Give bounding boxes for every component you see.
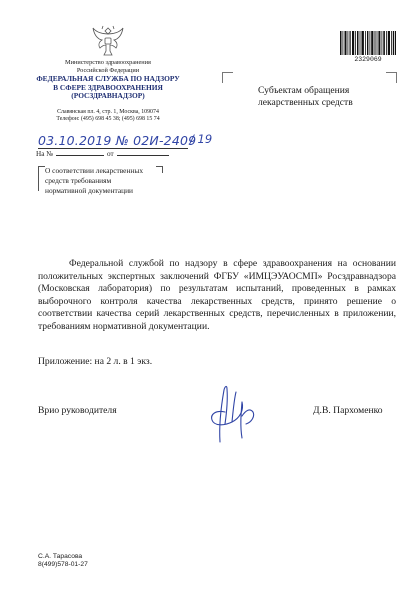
ministry-name [20,59,196,74]
reference-date-label: от [107,150,114,158]
agency-address [20,109,196,124]
executor-info [38,553,88,570]
recipient [258,85,398,110]
letter-subject [45,166,175,195]
reference-number-row [36,149,169,159]
subject-corner-mark [38,166,45,191]
coat-of-arms-icon [90,24,126,58]
signatory-title: Врио руководителя [38,405,117,416]
reference-number-blank [56,149,104,156]
handwritten-registration: 03.10.2019 № 02И-2409 [38,133,197,148]
subject-line: нормативной документации [45,185,133,195]
ministry-line: Министерство здравоохранения [65,59,151,66]
ministry-line: Российской Федерации [76,66,140,74]
executor-phone: 8(499)578-01-27 [38,561,88,569]
address-line: Славянская пл. 4, стр. 1, Москва, 109074 [57,109,159,115]
agency-name [20,75,196,101]
executor-name: С.А. Тарасова [38,553,83,560]
signatory-name: Д.В. Пархоменко [313,405,383,416]
barcode-number: 2329069 [354,56,382,63]
letter-body: Федеральной службой по надзору в сфере здравоохранения на основании положительных экспертных заключений ФГБУ «ИМЦЭУАОСМП» Росздравнадзора (Московская лаборатория) по результатам испытаний, проведенных в рамках выборочного контроля качества лекарственных средств, принято решение о соответствии качества серий лекарственных средств, перечисленных в приложении, требованиям нормативной документации. [38,258,396,332]
address-corner-mark [386,72,397,83]
reference-date-blank [117,149,169,156]
recipient-line: лекарственных средств [258,97,353,109]
agency-line: (РОСЗДРАВНАДЗОР) [71,91,145,101]
attachment-note: Приложение: на 2 л. в 1 экз. [38,356,153,367]
phone-line: Телефон: (495) 698 45 38; (495) 698 15 74 [56,116,160,123]
agency-line: ФЕДЕРАЛЬНАЯ СЛУЖБА ПО НАДЗОРУ [36,74,180,83]
reference-number-label: На № [36,150,54,158]
agency-line: В СФЕРЕ ЗДРАВООХРАНЕНИЯ [53,82,163,92]
subject-line: средств требованиям [45,175,112,185]
barcode-icon [340,31,396,55]
handwritten-signature-icon [206,382,258,444]
subject-line: О соответствии лекарственных [45,166,144,175]
address-corner-mark [222,72,233,83]
recipient-line: Субъектам обращения [258,85,350,96]
handwritten-registration-suffix: / 19 [190,132,213,146]
